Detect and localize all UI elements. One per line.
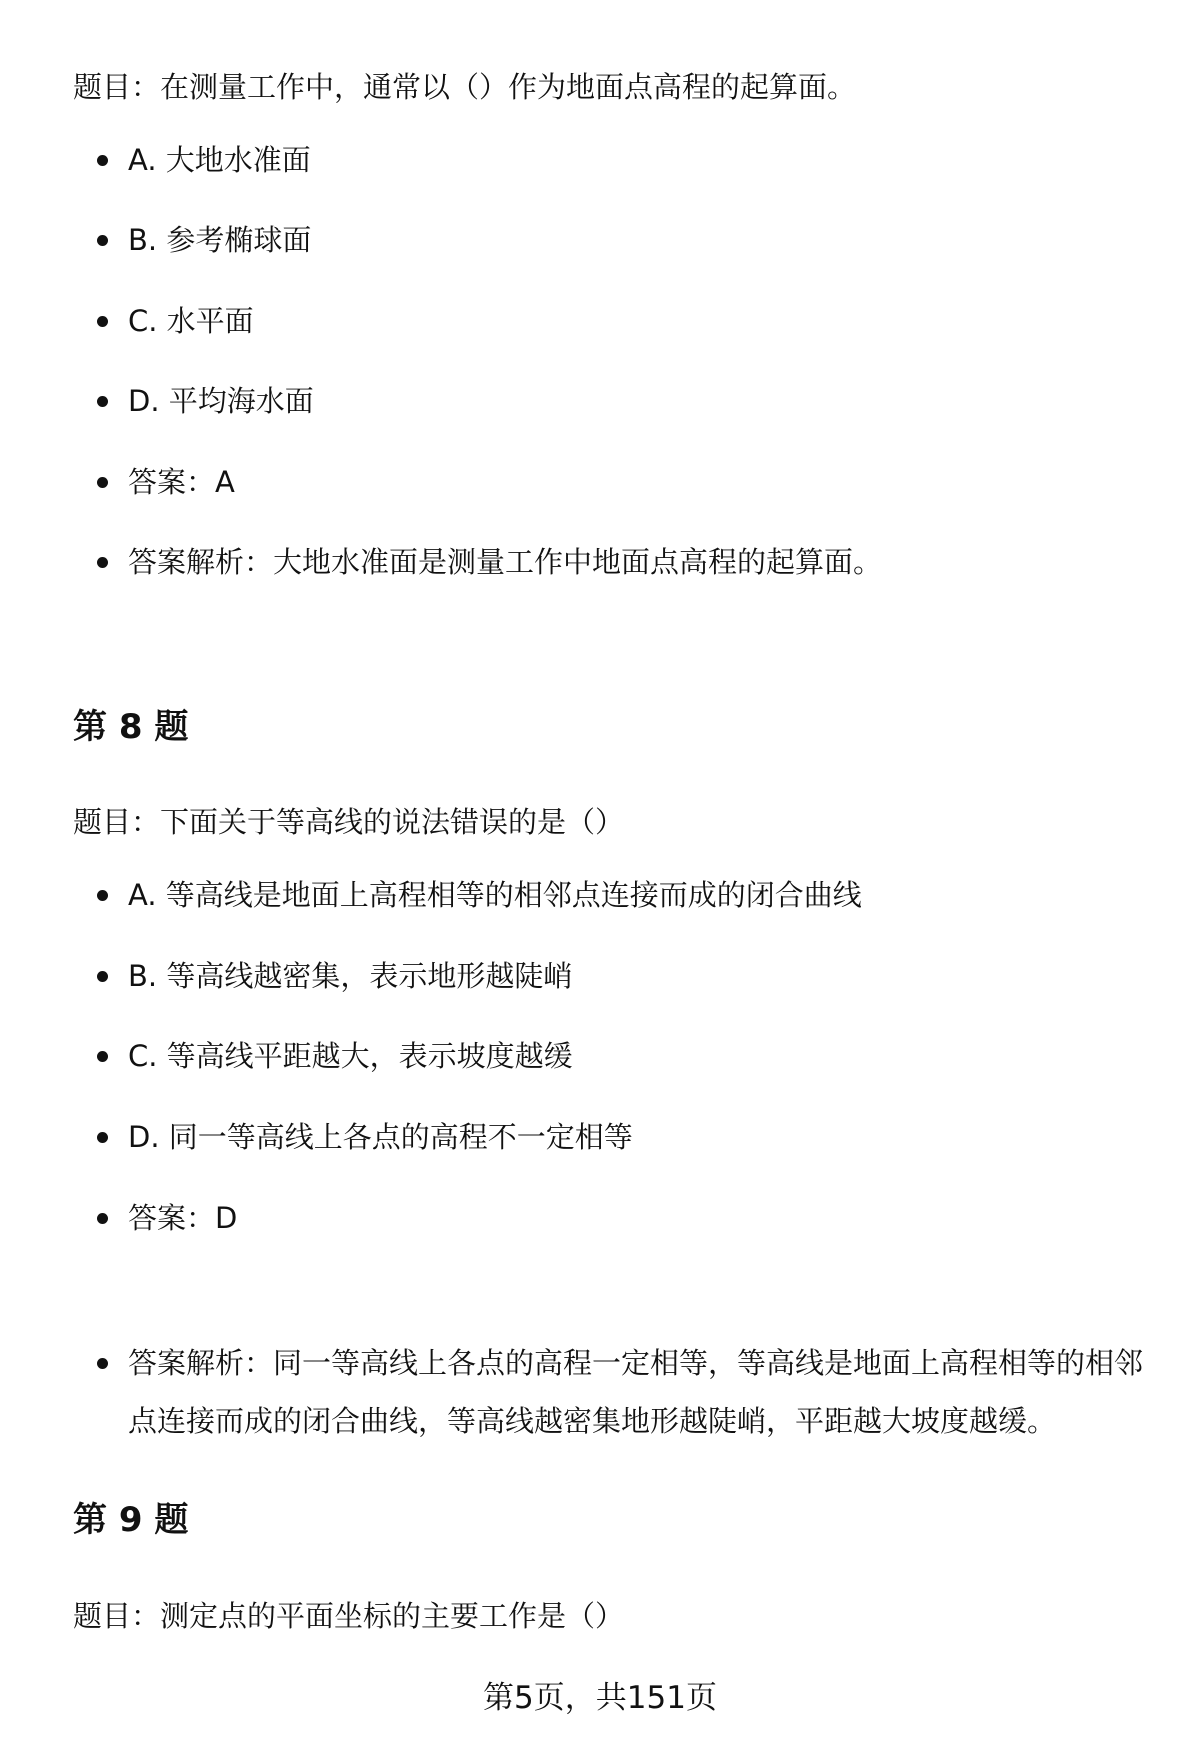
question-8-stem: 题目：下面关于等高线的说法错误的是（） bbox=[73, 805, 625, 839]
option-label: B. 参考椭球面 bbox=[128, 223, 312, 257]
bullet-icon bbox=[97, 316, 108, 327]
option-label: A. 等高线是地面上高程相等的相邻点连接而成的闭合曲线 bbox=[128, 878, 862, 912]
bullet-icon bbox=[97, 477, 108, 488]
bullet-icon bbox=[97, 971, 108, 982]
question-7-answer bbox=[97, 453, 1157, 511]
bullet-icon bbox=[97, 155, 108, 166]
question-8-answer bbox=[97, 1189, 1157, 1247]
bullet-icon bbox=[97, 557, 108, 568]
question-9-heading: 第 9 题 bbox=[73, 1500, 189, 1540]
question-8-option-b bbox=[97, 947, 1157, 1005]
option-label: D. 平均海水面 bbox=[128, 384, 314, 418]
bullet-icon bbox=[97, 1213, 108, 1224]
bullet-icon bbox=[97, 396, 108, 407]
analysis-text: 答案解析：大地水准面是测量工作中地面点高程的起算面。 bbox=[128, 545, 883, 579]
question-7-stem: 题目：在测量工作中，通常以（）作为地面点高程的起算面。 bbox=[73, 70, 857, 104]
question-7-option-d bbox=[97, 372, 1157, 430]
question-7-option-c bbox=[97, 292, 1157, 350]
question-7-option-a bbox=[97, 131, 1157, 189]
bullet-icon bbox=[97, 1132, 108, 1143]
option-label: A. 大地水准面 bbox=[128, 143, 311, 177]
bullet-icon bbox=[97, 1358, 108, 1369]
question-8-option-d bbox=[97, 1108, 1157, 1166]
bullet-icon bbox=[97, 890, 108, 901]
option-label: C. 水平面 bbox=[128, 304, 254, 338]
question-8-heading: 第 8 题 bbox=[73, 707, 189, 747]
option-label: D. 同一等高线上各点的高程不一定相等 bbox=[128, 1120, 633, 1154]
question-7-option-b bbox=[97, 211, 1157, 269]
analysis-text: 答案解析：同一等高线上各点的高程一定相等，等高线是地面上高程相等的相邻点连接而成的闭合曲线，等高线越密集地形越陡峭，平距越大坡度越缓。 bbox=[128, 1346, 1144, 1438]
option-label: C. 等高线平距越大，表示坡度越缓 bbox=[128, 1039, 573, 1073]
bullet-icon bbox=[97, 1051, 108, 1062]
question-9-stem: 题目：测定点的平面坐标的主要工作是（） bbox=[73, 1599, 625, 1633]
answer-label: 答案：A bbox=[128, 465, 235, 499]
answer-label: 答案：D bbox=[128, 1201, 238, 1235]
question-7-analysis bbox=[97, 533, 1157, 591]
page-number: 第5页，共151页 bbox=[483, 1680, 717, 1716]
option-label: B. 等高线越密集，表示地形越陡峭 bbox=[128, 959, 573, 993]
question-8-option-a bbox=[97, 866, 1157, 924]
question-8-analysis bbox=[97, 1334, 1157, 1450]
bullet-icon bbox=[97, 235, 108, 246]
question-8-option-c bbox=[97, 1027, 1157, 1085]
